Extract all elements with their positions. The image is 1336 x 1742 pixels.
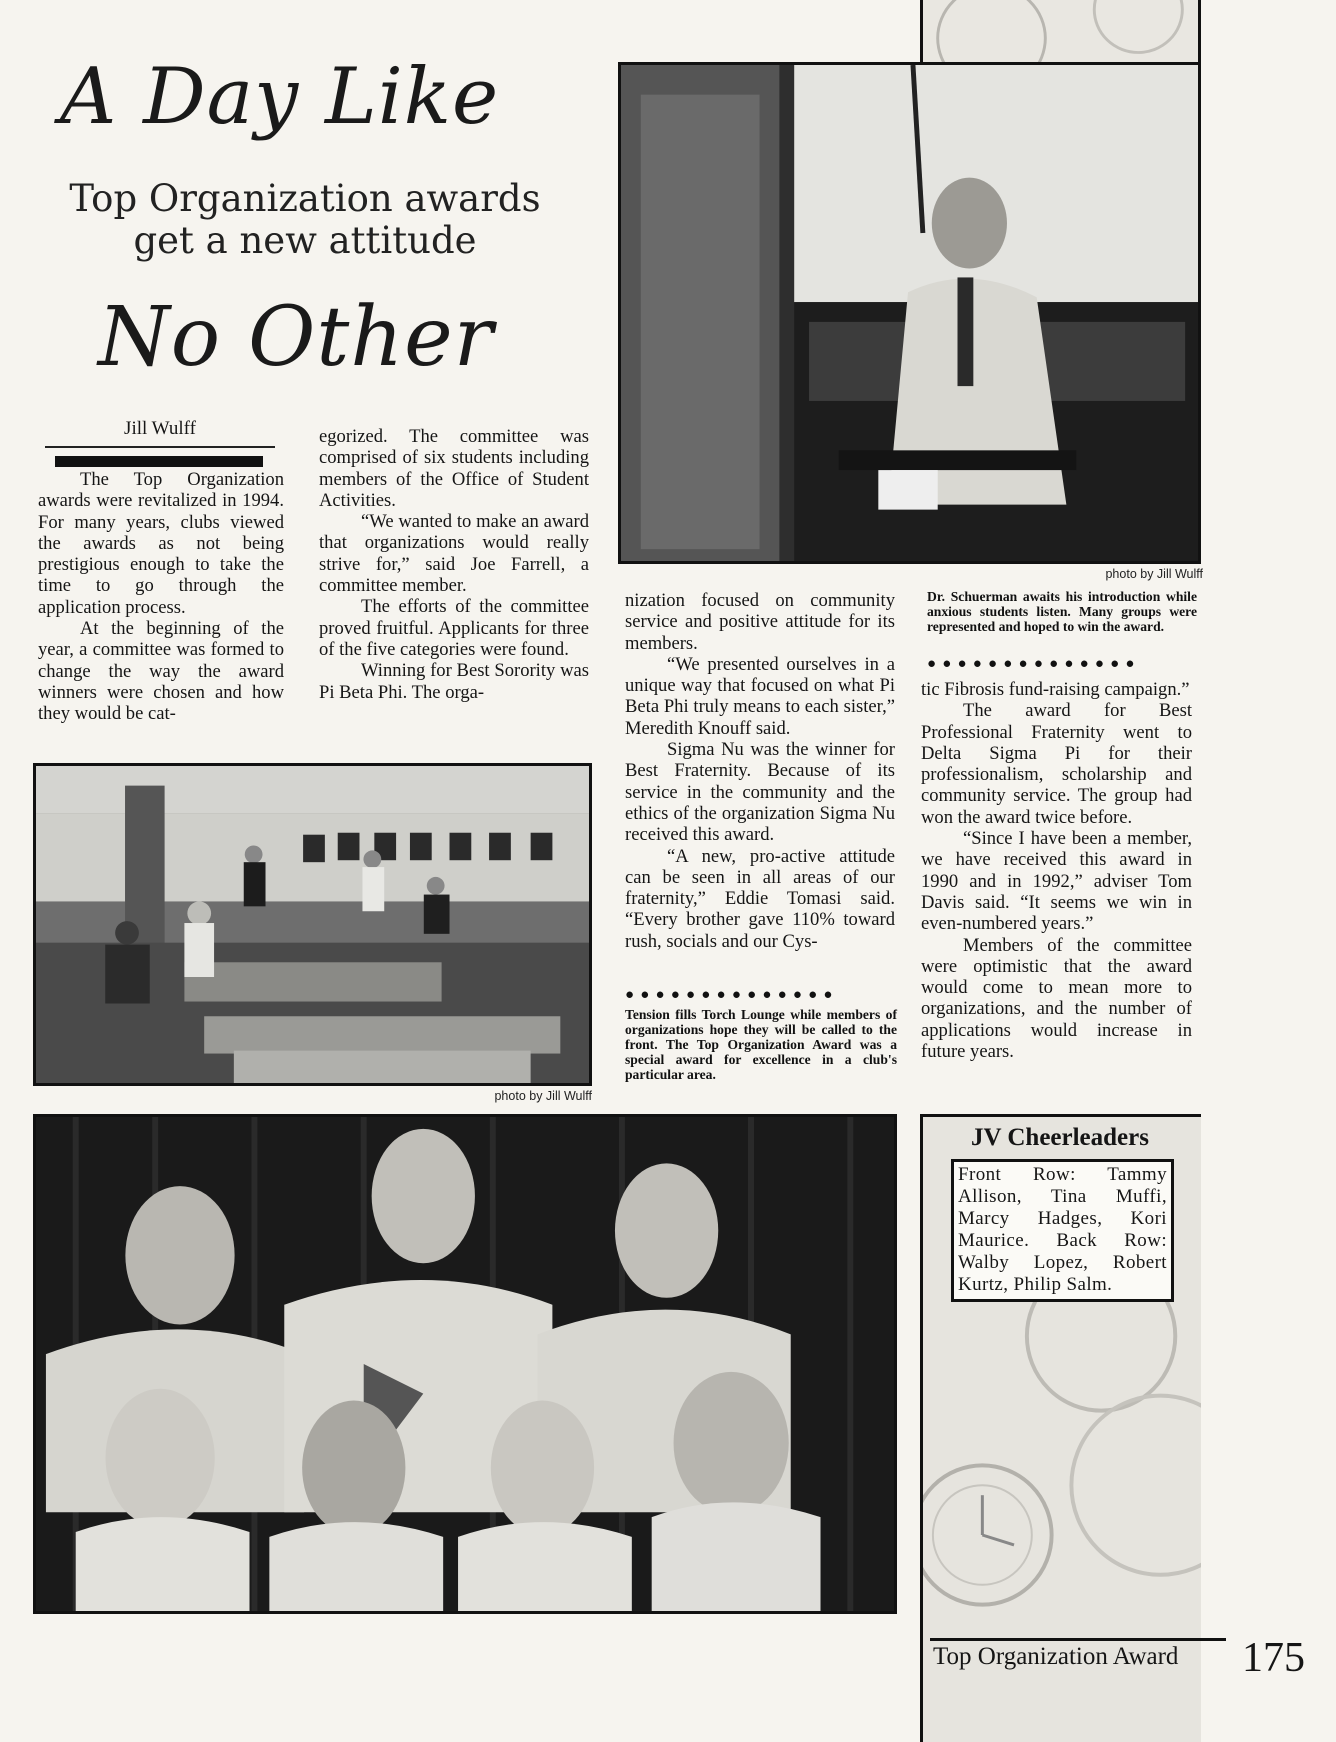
jv-cheerleaders-photo (33, 1114, 897, 1614)
col2-paragraph-4: Winning for Best Sorority was Pi Beta Phi. The orga- (319, 660, 589, 703)
subheadline-line-1: Top Organization awards (69, 177, 541, 220)
caption-dots-right: ●●●●●●●●●●●●●● (927, 656, 1141, 672)
article-column-2 (319, 426, 589, 703)
col3-paragraph-1: nization focused on community service and positive attitude for its members. (625, 590, 895, 654)
page-number: 175 (1242, 1635, 1305, 1681)
col4-paragraph-3: “Since I have been a member, we have received this award in 1990 and in 1992,” adviser Tom Davis said. “It seems we win in even-numbered years.” (921, 828, 1192, 935)
article-column-3 (625, 590, 895, 952)
col1-paragraph-2: At the beginning of the year, a committee was formed to change the way the award winners were chosen and how they would be cat- (38, 618, 284, 725)
headline-line-2: No Other (98, 290, 494, 385)
speaker-photo (618, 62, 1201, 564)
footer-section-label: Top Organization Award (933, 1643, 1179, 1670)
torch-lounge-photo-caption: Tension fills Torch Lounge while members of organizations hope they will be called to the front. The Top Organization Award was a special award for excellence in a club's particular area. (625, 1007, 897, 1082)
headline-line-1: A Day Like (60, 52, 500, 142)
byline-rule-thick (55, 456, 263, 467)
jv-cheerleaders-title: JV Cheerleaders (971, 1124, 1149, 1151)
torch-lounge-photo-credit: photo by Jill Wulff (494, 1089, 592, 1103)
col4-paragraph-4: Members of the committee were optimistic that the award would come to mean more to organizations, and the number of applications would increase in future years. (921, 934, 1192, 1063)
col2-paragraph-2: “We wanted to make an award that organizations would really strive for,” said Joe Farrell, a committee member. (319, 511, 589, 597)
col4-paragraph-2: The award for Best Professional Fraternity went to Delta Sigma Pi for their professionalism, scholarship and community service. The group had won the award twice before. (921, 700, 1192, 828)
col3-paragraph-3: Sigma Nu was the winner for Best Fraternity. Because of its service in the community and the ethics of the organization Sigma Nu received this award. (625, 739, 895, 846)
decorative-clock-panel-top (920, 0, 1201, 66)
torch-lounge-photo (33, 763, 592, 1086)
subheadline-line-2: get a new attitude (133, 219, 477, 262)
col2-paragraph-1: egorized. The committee was comprised of six students including members of the Office of Student Activities. (319, 426, 589, 511)
col3-paragraph-4: “A new, pro-active attitude can be seen in all areas of our fraternity,” Eddie Tomasi said. “Every brother gave 110% toward rush, socials and our Cys- (625, 845, 895, 952)
byline-rule-thin (45, 446, 275, 448)
article-column-4 (921, 679, 1192, 1062)
caption-dots-left: ●●●●●●●●●●●●●● (625, 987, 839, 1003)
speaker-photo-caption: Dr. Schuerman awaits his introduction while anxious students listen. Many groups were represented and hoped to win the award. (927, 589, 1197, 634)
footer-rule (930, 1638, 1226, 1641)
article-column-1 (38, 469, 284, 725)
col2-paragraph-3: The efforts of the committee proved fruitful. Applicants for three of the five categories were found. (319, 596, 589, 660)
col3-paragraph-2: “We presented ourselves in a unique way that focused on what Pi Beta Phi truly means to each sister,” Meredith Knouff said. (625, 653, 895, 739)
byline: Jill Wulff (124, 418, 196, 439)
jv-cheerleaders-caption: Front Row: Tammy Allison, Tina Muffi, Marcy Hadges, Kori Maurice. Back Row: Walby Lopez, Robert Kurtz, Philip Salm. (951, 1159, 1174, 1302)
col4-paragraph-1: tic Fibrosis fund-raising campaign.” (921, 679, 1190, 700)
col1-paragraph-1: The Top Organization awards were revitalized in 1994. For many years, clubs viewed the awards as not being prestigious enough to take the time to go through the application process. (38, 469, 284, 618)
speaker-photo-credit: photo by Jill Wulff (1105, 567, 1203, 581)
